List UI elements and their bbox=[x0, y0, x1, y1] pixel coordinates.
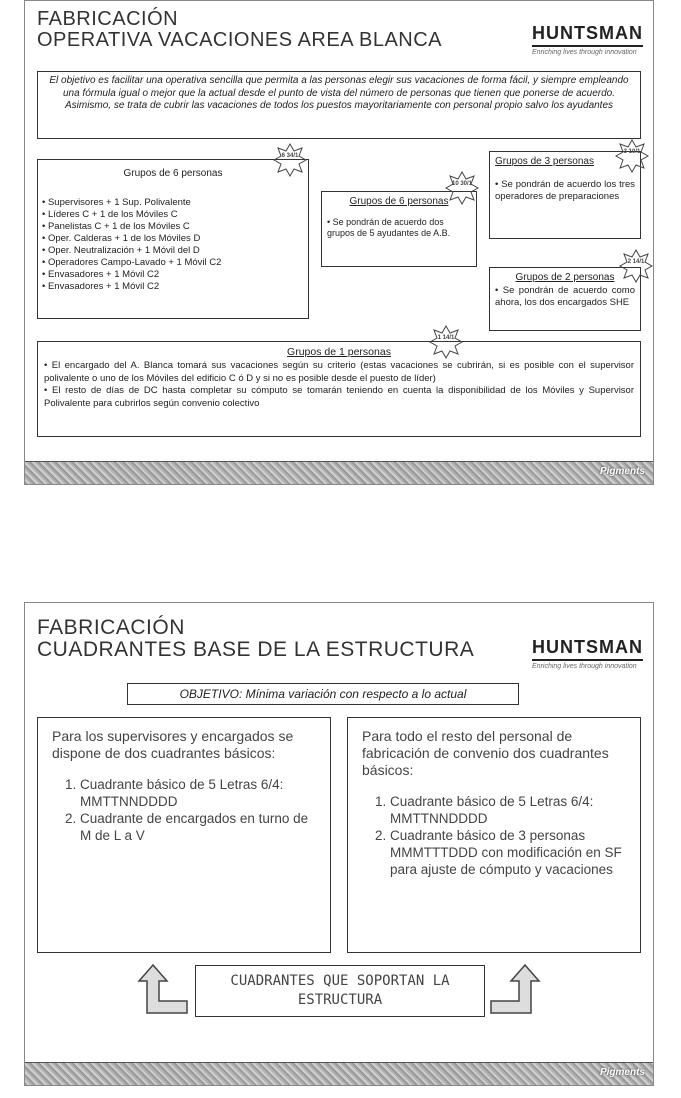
group-list bbox=[495, 179, 635, 203]
list-item: • El encargado del A. Blanca tomará sus vacaciones según su criterio (estas vacaciones se cubrirán, si es posible con el supervisor polivalente o uno de los Móviles del edificio C ó D y si no es posible desde el puesto de líder) bbox=[44, 360, 634, 385]
stamp-badge: 2 14/1 bbox=[619, 249, 653, 283]
group-title: Grupos de 3 personas bbox=[495, 156, 594, 167]
stamp-badge: 3 10/1 bbox=[615, 139, 649, 173]
slide-footer-band bbox=[25, 461, 653, 484]
footer-brand: Pigments bbox=[599, 466, 645, 477]
list-item: • Líderes C + 1 de los Móviles C bbox=[42, 209, 304, 221]
stamp-badge: 6 34/1 bbox=[273, 143, 307, 177]
objective-box bbox=[37, 71, 641, 139]
footer-brand: Pigments bbox=[599, 1067, 645, 1078]
group-list bbox=[44, 360, 634, 410]
logo-tagline: Enriching lives through innovation bbox=[532, 49, 637, 56]
stamp-badge: 1 14/1 bbox=[429, 325, 463, 359]
group-title: Grupos de 1 personas bbox=[287, 346, 391, 358]
logo-tagline: Enriching lives through innovation bbox=[532, 663, 637, 670]
group-1-encargado bbox=[37, 341, 641, 437]
personnel-panel bbox=[347, 717, 641, 953]
list-item: • Oper. Neutralización + 1 Móvil del D bbox=[42, 245, 304, 257]
supervisors-panel bbox=[37, 717, 331, 953]
arrow-up-right-icon bbox=[487, 961, 547, 1019]
slide1-title-line1: FABRICACIÓN bbox=[37, 8, 179, 30]
panel-intro: Para todo el resto del personal de fabricación de convenio dos cuadrantes básicos: bbox=[362, 728, 609, 778]
list-item: 2. Cuadrante de encargados en turno de M de L a V bbox=[80, 810, 316, 844]
slide-footer-band bbox=[25, 1062, 653, 1085]
list-item: 2. Cuadrante básico de 3 personas MMMTTTDDD con modificación en SF para ajuste de cómputo y vacaciones bbox=[390, 827, 626, 878]
group-list bbox=[495, 285, 635, 309]
slide-vacaciones bbox=[24, 0, 654, 485]
slide2-title bbox=[37, 617, 474, 661]
group-title: Grupos de 2 personas bbox=[515, 272, 615, 283]
list-item: • Oper. Calderas + 1 de los Móviles D bbox=[42, 233, 304, 245]
slide2-title-line1: FABRICACIÓN bbox=[37, 616, 185, 639]
list-item: • Envasadores + 1 Móvil C2 bbox=[42, 269, 304, 281]
list-item: • Envasadores + 1 Móvil C2 bbox=[42, 281, 304, 293]
slide1-title bbox=[37, 9, 442, 51]
group-list bbox=[42, 197, 304, 293]
list-item: • Panelistas C + 1 de los Móviles C bbox=[42, 221, 304, 233]
stamp-badge: 10 30/1 bbox=[445, 171, 479, 205]
group-6-supervisors bbox=[37, 159, 309, 319]
panel-list bbox=[362, 793, 626, 878]
group-title: Grupos de 6 personas bbox=[123, 168, 223, 179]
list-item: • Se pondrán de acuerdo dos grupos de 5 ayudantes de A.B. bbox=[327, 217, 471, 239]
list-item: • El resto de días de DC hasta completar su cómputo se tomarán teniendo en cuenta la disponibilidad de los Móviles y Supervisor Polivalente para cubrirlos según convenio colectivo bbox=[44, 385, 634, 410]
objective-text: El objetivo es facilitar una operativa sencilla que permita a las personas elegir sus vacaciones de forma fácil, y siempre empleando una fórmula igual o mejor que la actual desde el punto de vista del número de personas que tienen que ponerse de acuerdo. Asimismo, se trata de cubrir las vacaciones de todos los puestos mayoritariamente con personal propio salvo los ayudantes bbox=[49, 75, 629, 111]
list-item: • Supervisores + 1 Sup. Polivalente bbox=[42, 197, 304, 209]
group-list bbox=[327, 217, 471, 239]
arrow-up-left-icon bbox=[131, 961, 191, 1019]
logo-brand: HUNTSMAN bbox=[532, 637, 643, 661]
support-box bbox=[195, 965, 485, 1017]
slide2-title-line2: CUADRANTES BASE DE LA ESTRUCTURA bbox=[37, 638, 475, 662]
list-item: • Se pondrán de acuerdo como ahora, los dos encargados SHE bbox=[495, 285, 635, 309]
list-item: • Operadores Campo-Lavado + 1 Móvil C2 bbox=[42, 257, 304, 269]
support-text: CUADRANTES QUE SOPORTAN LA ESTRUCTURA bbox=[230, 973, 450, 1008]
panel-list bbox=[52, 776, 316, 844]
slide-cuadrantes bbox=[24, 602, 654, 1086]
slide1-title-line2: OPERATIVA VACACIONES AREA BLANCA bbox=[37, 29, 443, 51]
logo-brand: HUNTSMAN bbox=[532, 23, 643, 47]
objective-box bbox=[127, 683, 519, 705]
huntsman-logo bbox=[532, 637, 643, 670]
list-item: 1. Cuadrante básico de 5 Letras 6/4: MMTTNNDDDD bbox=[390, 793, 626, 827]
huntsman-logo bbox=[532, 23, 643, 56]
objective-text: OBJETIVO: Mínima variación con respecto a lo actual bbox=[179, 687, 467, 701]
panel-intro: Para los supervisores y encargados se dispone de dos cuadrantes básicos: bbox=[52, 728, 294, 761]
list-item: • Se pondrán de acuerdo los tres operadores de preparaciones bbox=[495, 179, 635, 203]
list-item: 1. Cuadrante básico de 5 Letras 6/4: MMTTNNDDDD bbox=[80, 776, 316, 810]
group-title: Grupos de 6 personas bbox=[349, 196, 449, 207]
